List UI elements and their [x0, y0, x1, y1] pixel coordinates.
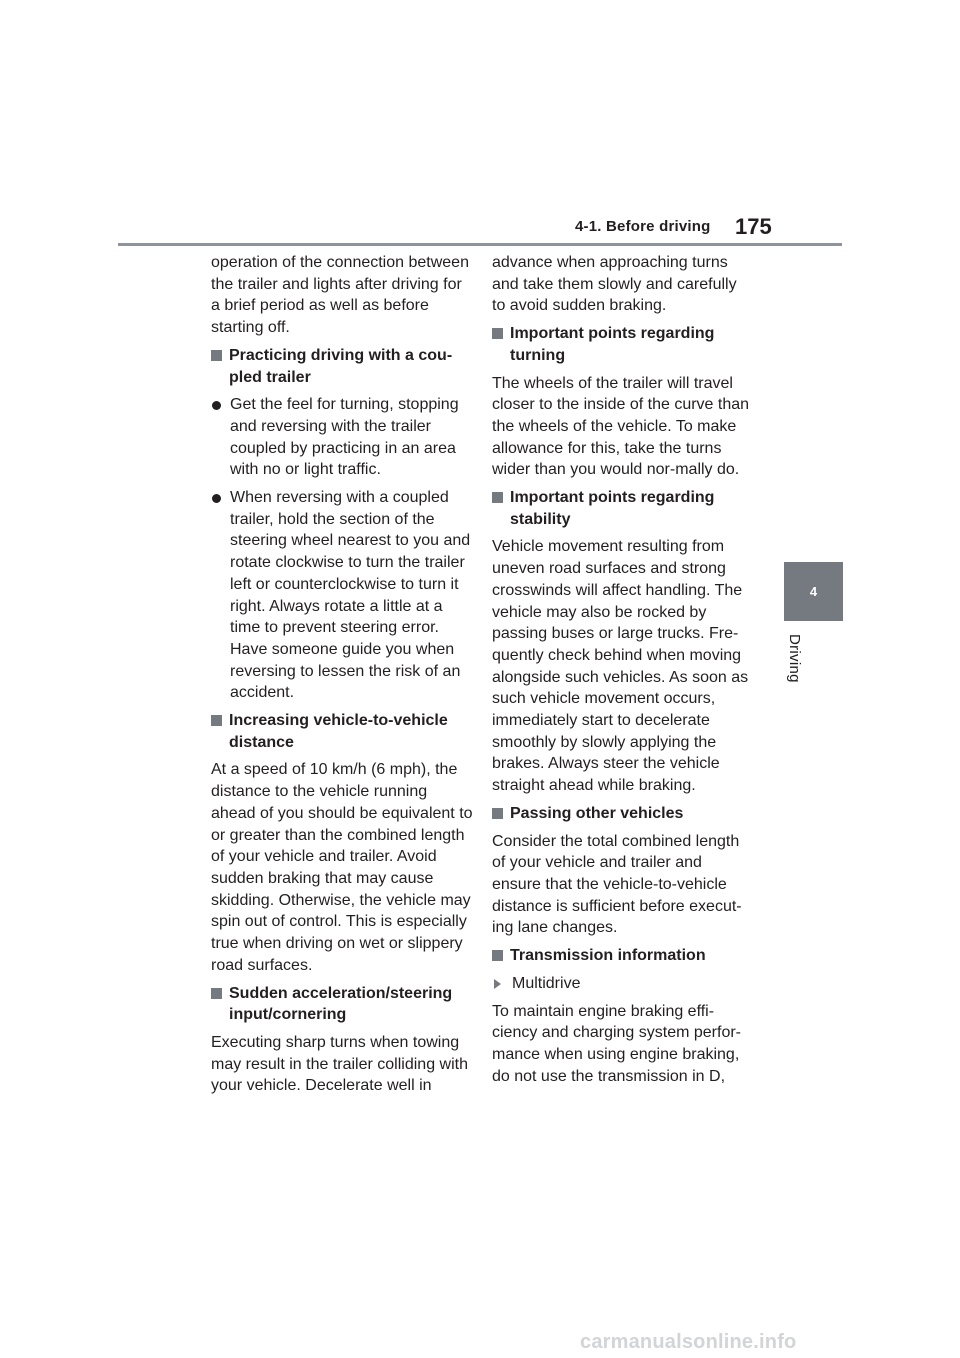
heading-turning	[492, 323, 754, 366]
square-bullet-icon	[492, 328, 503, 339]
chapter-number: 4	[809, 584, 818, 599]
heading-text: Sudden acceleration/steering input/cornering	[229, 984, 453, 1024]
heading-text: Transmission information	[510, 947, 706, 965]
heading-sudden-acceleration	[211, 983, 473, 1026]
heading-passing	[492, 803, 754, 825]
list-item	[211, 394, 473, 481]
heading-text: Passing other vehicles	[510, 804, 684, 822]
heading-text: Important points regarding turning	[510, 325, 715, 364]
list-item-text: Multidrive	[512, 974, 581, 992]
sudden-paragraph: Executing sharp turns when towing may result in the trailer colliding with your vehicle. Decelerate well in	[211, 1033, 468, 1095]
heading-text: Increasing vehicle-to-vehicle distance	[229, 712, 448, 751]
left-column	[211, 252, 473, 1103]
list-item-text: When reversing with a coupled trailer, hold the section of the steering wheel nearest to you and rotate clockwise to turn the trailer left or counterclockwise to turn it right. Always rotate a little at a time to prevent steering error. Have someone guide you when reversing to lessen the risk of an accident.	[230, 489, 471, 702]
page-number: 175	[735, 214, 772, 239]
list-item-multidrive	[492, 973, 754, 995]
intro-paragraph: operation of the connection between the trailer and lights after driving for a brief period as well as before starting off.	[211, 254, 469, 337]
heading-text: Practicing driving with a cou-pled trailer	[229, 346, 453, 386]
heading-distance	[211, 710, 473, 753]
round-bullet-icon	[212, 494, 221, 503]
square-bullet-icon	[211, 715, 222, 726]
square-bullet-icon	[492, 950, 503, 961]
header-divider	[118, 243, 842, 246]
chapter-tab	[784, 562, 843, 621]
right-column	[492, 252, 754, 1093]
square-bullet-icon	[211, 988, 222, 999]
square-bullet-icon	[492, 808, 503, 819]
triangle-bullet-icon	[494, 979, 501, 989]
transmission-paragraph: To maintain engine braking effi-ciency and charging system perfor-mance when using engine braking, do not use the transmission in D,	[492, 1002, 741, 1085]
square-bullet-icon	[492, 492, 503, 503]
heading-stability	[492, 487, 754, 530]
distance-paragraph: At a speed of 10 km/h (6 mph), the distance to the vehicle running ahead of you should be equivalent to or greater than the combined length of your vehicle and trailer. Avoid sudden braking that may cause skidding. Otherwise, the vehicle may spin out of control. This is especially true when driving on wet or slippery road surfaces.	[211, 761, 473, 974]
list-item-text: Get the feel for turning, stopping and reversing with the trailer coupled by practicing in an area with no or light traffic.	[230, 396, 459, 479]
passing-paragraph: Consider the total combined length of your vehicle and trailer and ensure that the vehicle-to-vehicle distance is sufficient before execut-ing lane changes.	[492, 832, 742, 937]
heading-text: Important points regarding stability	[510, 489, 715, 528]
turning-paragraph: The wheels of the trailer will travel closer to the inside of the curve than the wheels of the vehicle. To make allowance for this, take the turns wider than you would nor-mally do.	[492, 374, 750, 479]
continued-paragraph: advance when approaching turns and take them slowly and carefully to avoid sudden braking.	[492, 254, 737, 315]
heading-practicing	[211, 345, 473, 388]
chapter-label: Driving	[786, 634, 803, 683]
square-bullet-icon	[211, 350, 222, 361]
list-item	[211, 487, 473, 704]
section-title: 4-1. Before driving	[575, 218, 711, 235]
watermark: carmanualsonline.info	[580, 1331, 797, 1353]
round-bullet-icon	[212, 401, 221, 410]
heading-transmission	[492, 945, 754, 967]
stability-paragraph: Vehicle movement resulting from uneven road surfaces and strong crosswinds will affect handling. The vehicle may also be rocked by passing buses or large trucks. Fre-quently check behind when moving alongside such vehicles. As soon as such vehicle movement occurs, immediately start to decelerate smoothly by slowly applying the brakes. Always steer the vehicle straight ahead while braking.	[492, 538, 749, 795]
